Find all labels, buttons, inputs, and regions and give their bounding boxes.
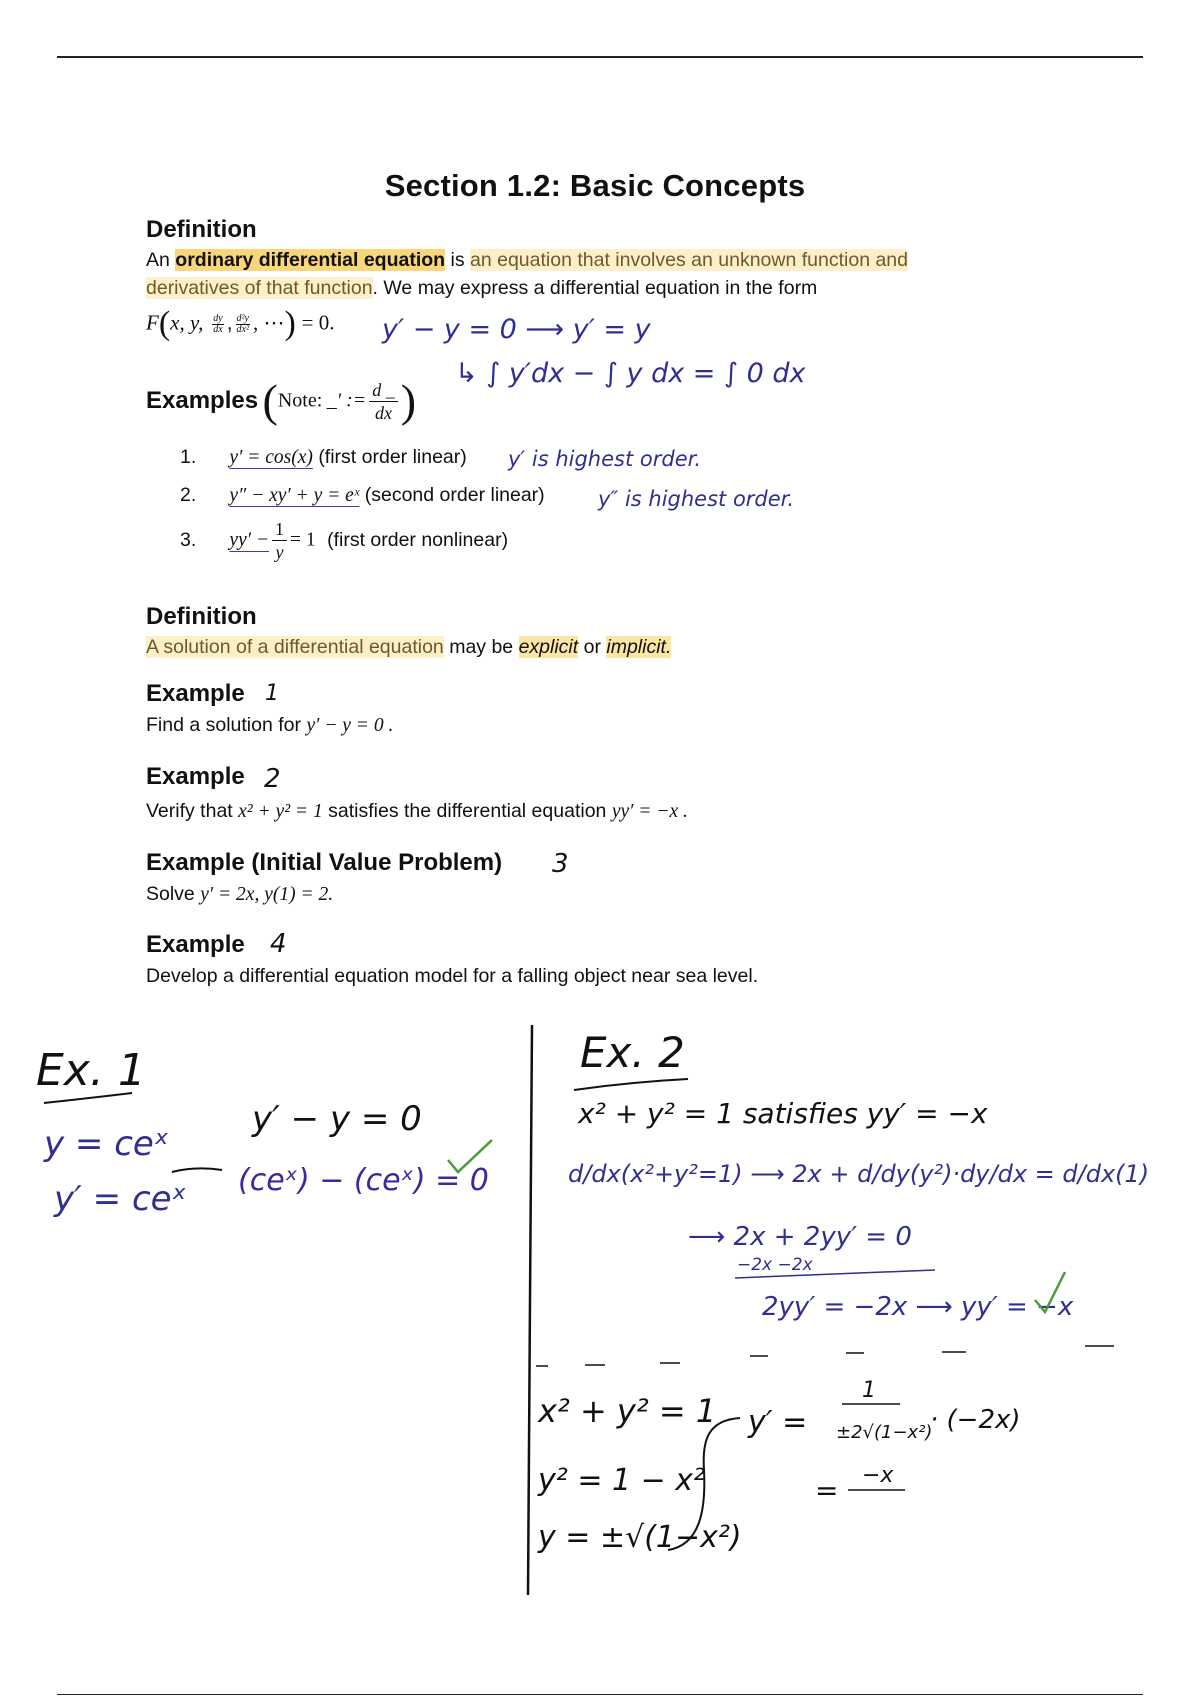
example-equation: yy′ = −x . <box>611 801 688 822</box>
definition-text-part: or <box>578 636 607 658</box>
list-fraction <box>272 520 287 561</box>
general-form-equation: F(x, y, $\frac{dy}{dx}$ , $\frac{\text{d²y}}{\text{dx²}}$ , ⋯) = 0. <box>146 305 335 342</box>
list-item <box>180 484 545 507</box>
check-icon <box>448 1140 492 1172</box>
list-number: 3. <box>180 529 197 551</box>
note-paren-open: ( <box>262 375 278 426</box>
ex2-title: Ex. 2 <box>580 1028 685 1077</box>
check-icon <box>1035 1272 1065 1312</box>
ex1-line: y′ − y = 0 <box>252 1099 422 1139</box>
note-symbol: _′ := <box>326 389 367 412</box>
list-item <box>180 520 508 561</box>
ex2-line: = <box>815 1474 839 1507</box>
list-item <box>180 446 467 469</box>
highlight-explicit: explicit <box>518 636 579 658</box>
ex2-fraction-den: ±2√(1−x²) <box>836 1422 933 1443</box>
ex2-line: 2yy′ = −2x ⟶ yy′ = −x <box>762 1292 1074 1322</box>
highlighted-text: A solution of a differential equation <box>146 636 444 658</box>
list-description: (first order linear) <box>318 446 467 468</box>
ex1-title: Ex. 1 <box>36 1045 146 1096</box>
ex2-fraction-num: 1 <box>862 1378 876 1403</box>
fraction-d2y-dx2: $\frac{\text{d²y}}{\text{dx²}}$ <box>236 312 249 335</box>
note-fraction <box>369 381 398 422</box>
definition-text-part: is <box>445 249 470 271</box>
bottom-rule <box>57 1694 1143 1695</box>
definition-text-line2 <box>146 274 1046 302</box>
definition-text-part: An <box>146 249 176 271</box>
note-label: Note: <box>277 389 323 412</box>
note-numerator: d _ <box>369 381 398 402</box>
example-4-text: Develop a differential equation model for a falling object near sea level. <box>146 965 759 987</box>
note-denominator: dx <box>375 402 393 423</box>
note-highest-order-1: y′ is highest order. <box>508 447 701 471</box>
page-title: Section 1.2: Basic Concepts <box>384 168 806 203</box>
math-symbol: F <box>146 310 159 335</box>
ex2-line: y′ = <box>748 1405 808 1440</box>
example-text: Solve <box>146 883 195 905</box>
solution-definition-text <box>146 633 1046 661</box>
example-equation: x² + y² = 1 <box>238 801 323 822</box>
ex2-line: y² = 1 − x² <box>538 1463 706 1498</box>
example-text: Find a solution for <box>146 714 302 736</box>
highlighted-text: an equation that involves an unknown function and <box>470 249 908 271</box>
ex2-line: d/dx(x²+y²=1) ⟶ 2x + d/dy(y²)·dy/dx = d/dx(1) <box>568 1160 1150 1188</box>
fraction-denominator: y <box>275 542 284 562</box>
examples-header <box>146 375 417 426</box>
ex1-line: y = ceˣ <box>44 1124 169 1164</box>
top-rule <box>57 56 1143 58</box>
definition-heading: Definition <box>146 603 257 630</box>
highlighted-text: derivatives of that function <box>146 277 373 299</box>
note-highest-order-2: y″ is highest order. <box>598 487 795 511</box>
example-1-heading: Example <box>146 680 245 707</box>
highlight-term: ordinary differential equation <box>175 249 446 271</box>
list-equation: yy′ − <box>229 529 270 551</box>
note-integral-equation: ↳ ∫ y′dx − ∫ y dx = ∫ 0 dx <box>455 358 806 389</box>
ex2-line: −2x −2x <box>737 1255 813 1275</box>
list-equation: y′ = cos(x) <box>229 447 313 468</box>
note-top-equation: y′ − y = 0 ⟶ y′ = y <box>382 314 651 345</box>
handwritten-ex2 <box>536 1028 1149 1555</box>
math-equals-zero: = 0. <box>301 310 335 335</box>
example-2-text <box>146 797 1046 826</box>
example-3-heading: Example (Initial Value Problem) <box>146 849 503 876</box>
example-number-2: 2 <box>264 764 281 794</box>
ex1-line: (ceˣ) − (ceˣ) = 0 <box>238 1163 489 1198</box>
list-description: (second order linear) <box>364 484 545 506</box>
math-args: x, y, <box>170 310 204 335</box>
list-number: 1. <box>180 446 197 468</box>
handwritten-ex1 <box>36 1045 492 1219</box>
example-3-text <box>146 880 1046 909</box>
definition-text-line1 <box>146 246 1046 274</box>
ex2-fraction-num: −x <box>862 1463 894 1488</box>
example-equation: y′ − y = 0 . <box>306 715 394 736</box>
examples-heading: Examples <box>146 387 259 414</box>
ex2-line: x² + y² = 1 <box>538 1392 717 1430</box>
math-ellipsis: , ⋯ <box>252 310 285 335</box>
example-number-4: 4 <box>270 929 287 959</box>
example-1-text <box>146 711 1046 740</box>
example-equation: y′ = 2x, y(1) = 2. <box>200 884 334 905</box>
divider-line <box>528 1025 532 1595</box>
list-number: 2. <box>180 484 197 506</box>
ex1-line: y′ = ceˣ <box>54 1179 187 1219</box>
note-paren-close: ) <box>400 375 417 426</box>
ex2-line: ⟶ 2x + 2yy′ = 0 <box>688 1222 912 1252</box>
ex2-line: · (−2x) <box>930 1405 1021 1435</box>
ex2-line: y = ±√(1−x²) <box>538 1520 742 1555</box>
definition-heading: Definition <box>146 216 257 243</box>
definition-text-part: may be <box>443 636 519 658</box>
ex2-line: x² + y² = 1 satisfies yy′ = −x <box>578 1097 988 1130</box>
fraction-dy-dx: $\frac{dy}{dx}$ <box>213 312 223 335</box>
fraction-numerator: 1 <box>272 520 287 541</box>
example-number-3: 3 <box>552 849 569 879</box>
example-text: Verify that <box>146 800 233 822</box>
example-4-heading: Example <box>146 931 245 958</box>
list-equation-rhs: = 1 <box>290 529 316 551</box>
list-equation: y″ − xy′ + y = eˣ <box>229 485 360 506</box>
example-text: satisfies the differential equation <box>328 800 607 822</box>
list-description: (first order nonlinear) <box>327 529 509 551</box>
definition-text-part: . We may express a differential equation in the form <box>372 277 818 299</box>
example-number-1: 1 <box>265 681 279 706</box>
highlight-implicit: implicit. <box>606 636 672 658</box>
example-2-heading: Example <box>146 763 245 790</box>
